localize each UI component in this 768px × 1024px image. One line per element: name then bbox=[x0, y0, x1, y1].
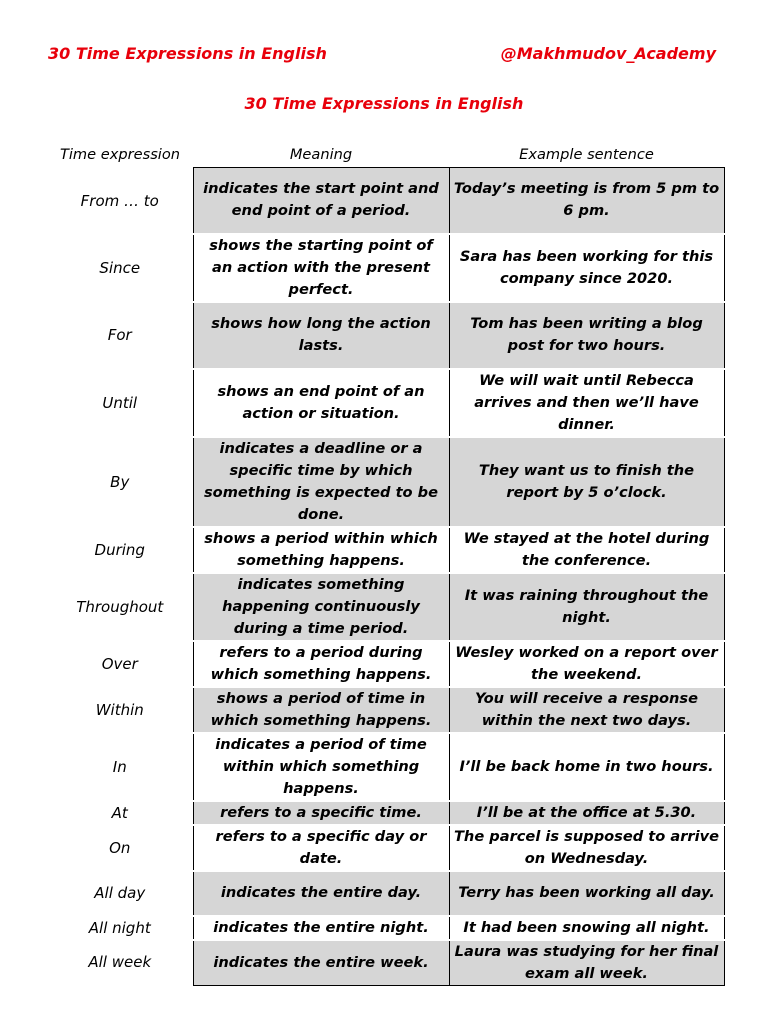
time-expression-cell: At bbox=[111, 803, 128, 822]
meaning-cell: shows how long the action lasts. bbox=[193, 302, 449, 369]
time-expression-cell: Within bbox=[95, 700, 144, 719]
table-row bbox=[47, 871, 724, 916]
time-expression-cell: From … to bbox=[80, 191, 159, 210]
meaning-cell: shows an end point of an action or situation. bbox=[193, 369, 449, 437]
page-header bbox=[48, 44, 716, 63]
example-cell: I’ll be at the office at 5.30. bbox=[449, 801, 724, 825]
table-row bbox=[47, 733, 724, 801]
column-header-example: Example sentence bbox=[519, 146, 654, 163]
example-cell: It was raining throughout the night. bbox=[449, 573, 724, 641]
meaning-cell: indicates a deadline or a specific time by which something is expected to be done. bbox=[193, 437, 449, 527]
example-cell: We stayed at the hotel during the conference. bbox=[449, 527, 724, 573]
meaning-cell: shows the starting point of an action with the present perfect. bbox=[193, 234, 449, 302]
table-row bbox=[47, 369, 724, 437]
time-expression-cell: Throughout bbox=[76, 597, 164, 616]
example-cell: Laura was studying for her final exam all week. bbox=[449, 940, 724, 986]
time-expression-cell: In bbox=[112, 757, 127, 776]
example-cell: I’ll be back home in two hours. bbox=[449, 733, 724, 801]
meaning-cell: indicates a period of time within which something happens. bbox=[193, 733, 449, 801]
time-expression-cell: Since bbox=[99, 258, 141, 277]
time-expression-cell: All week bbox=[88, 953, 152, 972]
example-cell: Terry has been working all day. bbox=[449, 871, 724, 916]
time-expression-cell: Over bbox=[101, 654, 138, 673]
meaning-cell: refers to a specific time. bbox=[193, 801, 449, 825]
time-expression-cell: Until bbox=[102, 393, 138, 412]
example-cell: It had been snowing all night. bbox=[449, 916, 724, 940]
time-expression-cell: By bbox=[110, 472, 130, 491]
table-row bbox=[47, 940, 724, 986]
meaning-cell: indicates something happening continuously during a time period. bbox=[193, 573, 449, 641]
example-cell: Wesley worked on a report over the weekend. bbox=[449, 641, 724, 687]
meaning-cell: indicates the entire day. bbox=[193, 871, 449, 916]
table-row bbox=[47, 302, 724, 369]
table-row bbox=[47, 234, 724, 302]
time-expression-cell: During bbox=[94, 540, 145, 559]
meaning-cell: indicates the entire week. bbox=[193, 940, 449, 986]
table-row bbox=[47, 641, 724, 687]
time-expression-cell: For bbox=[107, 326, 132, 344]
column-header-meaning: Meaning bbox=[289, 146, 353, 163]
meaning-cell: indicates the start point and end point of a period. bbox=[193, 168, 449, 234]
header-handle: @Makhmudov_Academy bbox=[500, 44, 716, 63]
example-cell: Sara has been working for this company since 2020. bbox=[449, 234, 724, 302]
table-row bbox=[47, 825, 724, 871]
time-expression-cell: On bbox=[109, 838, 131, 857]
table-row bbox=[47, 573, 724, 641]
table-row bbox=[47, 801, 724, 825]
example-cell: The parcel is supposed to arrive on Wednesday. bbox=[449, 825, 724, 871]
column-header-expression: Time expression bbox=[59, 146, 181, 164]
meaning-cell: shows a period within which something happens. bbox=[193, 527, 449, 573]
time-expression-cell: All night bbox=[88, 918, 151, 937]
meaning-cell: indicates the entire night. bbox=[193, 916, 449, 940]
example-cell: We will wait until Rebecca arrives and then we’ll have dinner. bbox=[449, 369, 724, 437]
time-expressions-table bbox=[47, 143, 725, 986]
header-left-title: 30 Time Expressions in English bbox=[48, 44, 327, 63]
time-expression-cell: All day bbox=[94, 884, 146, 902]
page-title: 30 Time Expressions in English bbox=[244, 94, 524, 113]
meaning-cell: refers to a period during which something happens. bbox=[193, 641, 449, 687]
table-row bbox=[47, 527, 724, 573]
table-header-row bbox=[47, 143, 724, 168]
example-cell: You will receive a response within the next two days. bbox=[449, 687, 724, 733]
meaning-cell: shows a period of time in which something happens. bbox=[193, 687, 449, 733]
example-cell: Today’s meeting is from 5 pm to 6 pm. bbox=[449, 168, 724, 234]
table-row bbox=[47, 437, 724, 527]
meaning-cell: refers to a specific day or date. bbox=[193, 825, 449, 871]
table-row bbox=[47, 916, 724, 940]
table-row bbox=[47, 687, 724, 733]
example-cell: Tom has been writing a blog post for two hours. bbox=[449, 302, 724, 369]
example-cell: They want us to finish the report by 5 o’clock. bbox=[449, 437, 724, 527]
table-row bbox=[47, 168, 724, 234]
